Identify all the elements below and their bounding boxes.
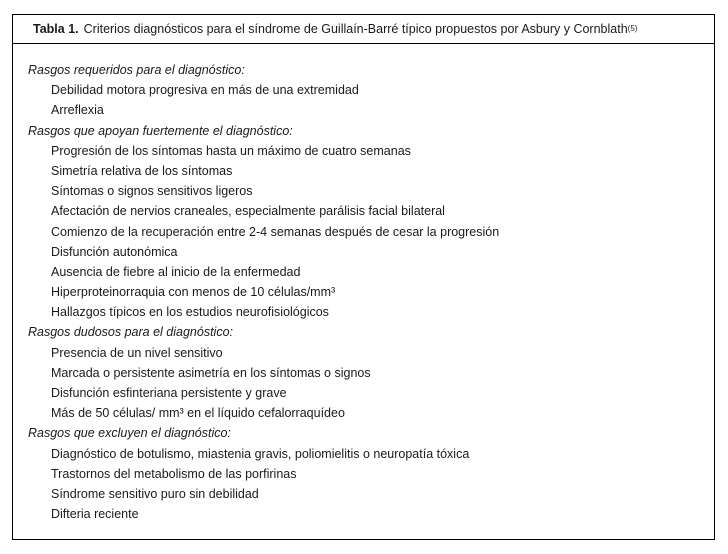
section-excluding — [28, 423, 714, 524]
section-heading: Rasgos que apoyan fuertemente el diagnóstico: — [28, 123, 293, 138]
caption-title: Criterios diagnósticos para el síndrome de Guillaín-Barré típico propuestos por Asbury y Cornblath — [83, 22, 628, 36]
table-caption: Tabla 1. Criterios diagnósticos para el síndrome de Guillaín-Barré típico propuestos por Asbury y Cornblath (5) — [13, 15, 714, 44]
section-required — [28, 60, 714, 121]
criterion-item: Ausencia de fiebre al inicio de la enfermedad — [51, 264, 301, 279]
criterion-item: Progresión de los síntomas hasta un máximo de cuatro semanas — [51, 143, 411, 158]
criterion-item: Arreflexia — [51, 103, 104, 118]
criterion-item: Trastornos del metabolismo de las porfirinas — [51, 466, 297, 481]
criterion-item: Síndrome sensitivo puro sin debilidad — [51, 486, 259, 501]
criterion-item: Difteria reciente — [51, 507, 139, 522]
section-heading: Rasgos dudosos para el diagnóstico: — [28, 325, 233, 340]
section-heading: Rasgos requeridos para el diagnóstico: — [28, 63, 245, 77]
criterion-item: Afectación de nervios craneales, especialmente parálisis facial bilateral — [51, 204, 445, 219]
criterion-item: Disfunción autonómica — [51, 244, 178, 259]
criterion-item: Debilidad motora progresiva en más de una extremidad — [51, 83, 359, 98]
table-content — [13, 44, 714, 524]
section-doubtful — [28, 322, 714, 423]
caption-label: Tabla 1. — [33, 22, 79, 36]
criterion-item: Presencia de un nivel sensitivo — [51, 345, 223, 360]
criterion-item: Hiperproteinorraquia con menos de 10 células/mm³ — [51, 285, 336, 300]
criterion-item: Marcada o persistente asimetría en los síntomas o signos — [51, 365, 371, 380]
section-heading: Rasgos que excluyen el diagnóstico: — [28, 426, 231, 441]
criterion-item: Comienzo de la recuperación entre 2-4 semanas después de cesar la progresión — [51, 224, 500, 239]
criterion-item: Más de 50 células/ mm³ en el líquido cefalorraquídeo — [51, 406, 345, 421]
criterion-item: Hallazgos típicos en los estudios neurofisiológicos — [51, 305, 329, 320]
criterion-item: Diagnóstico de botulismo, miastenia gravis, poliomielitis o neuropatía tóxica — [51, 446, 470, 461]
criterion-item: Simetría relativa de los síntomas — [51, 163, 233, 178]
criterion-item: Disfunción esfinteriana persistente y grave — [51, 386, 287, 400]
section-supporting — [28, 121, 714, 323]
criteria-table — [12, 14, 715, 540]
criterion-item: Síntomas o signos sensitivos ligeros — [51, 184, 253, 199]
